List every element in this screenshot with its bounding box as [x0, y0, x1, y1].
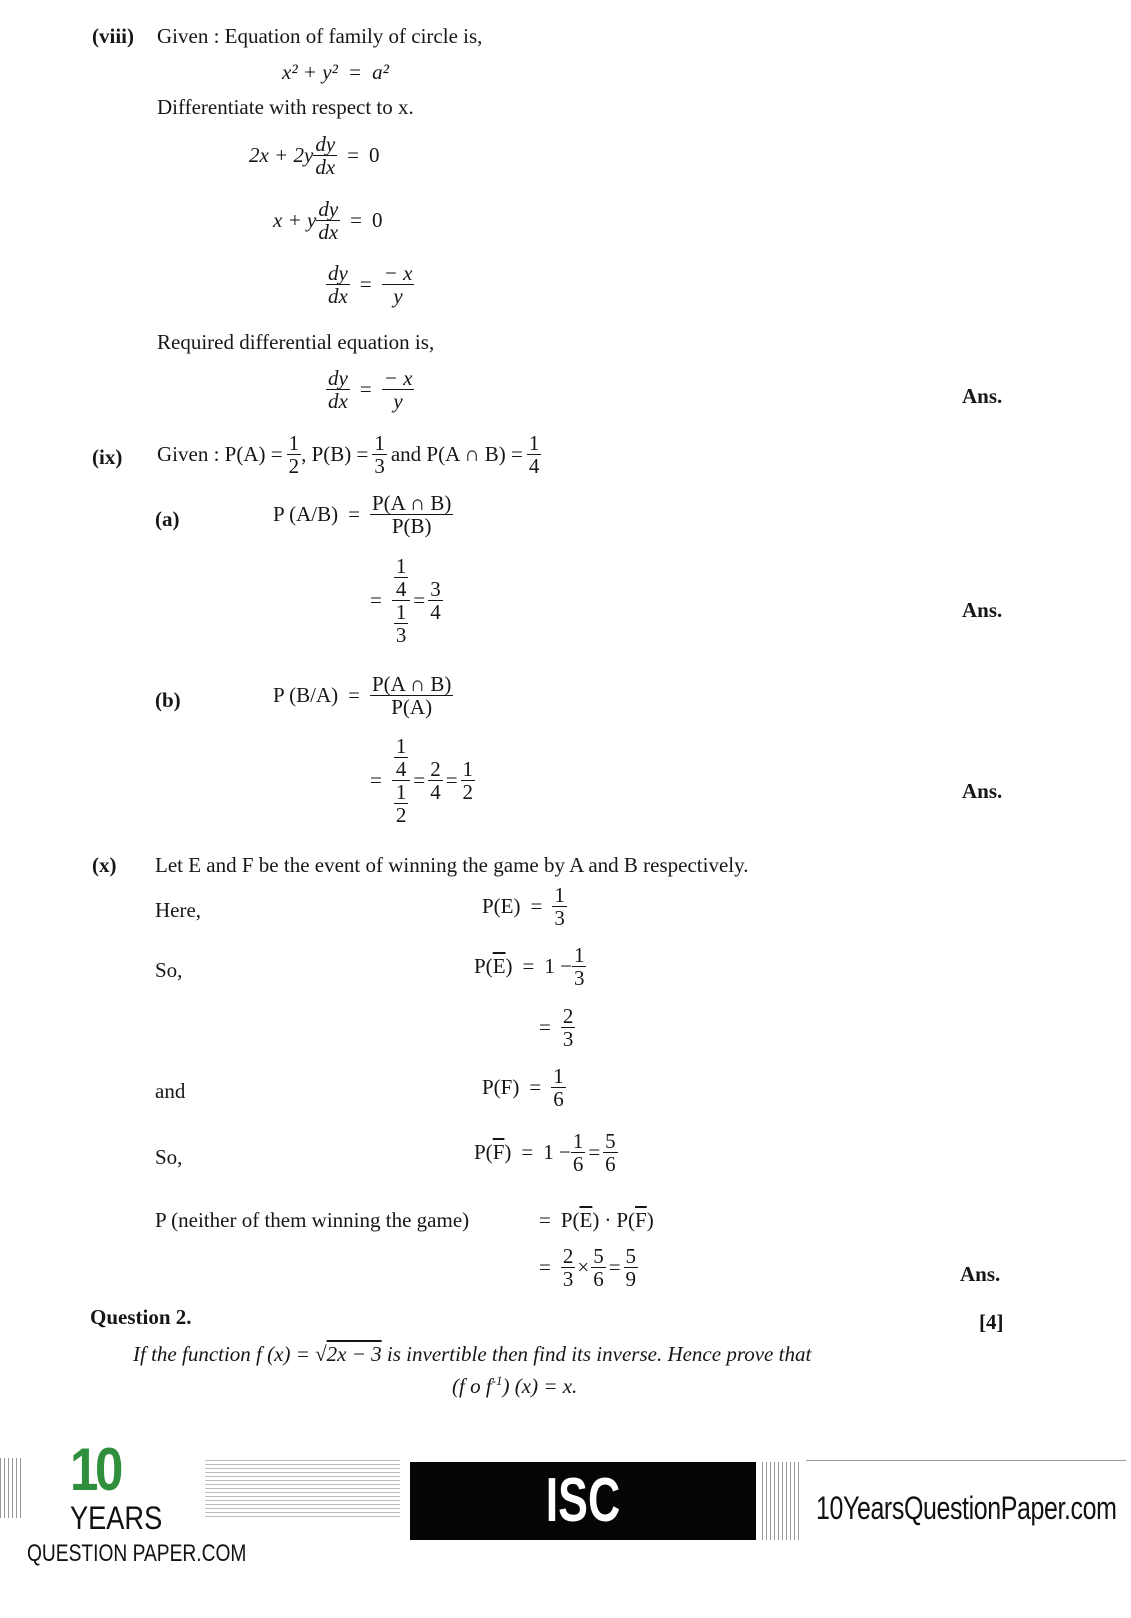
viii-step3: $\frac{dy}{dx}$ = $\frac{- x}{y}$	[328, 261, 413, 309]
dy: dy	[318, 197, 339, 221]
x-so: So,	[155, 958, 183, 982]
y: y	[393, 389, 403, 414]
logo-number: 10	[70, 1436, 120, 1503]
viii-step2: x + y $\frac{dy}{dx}$ = 0	[273, 197, 383, 245]
ix-given-prefix: Given : P(A) =	[157, 442, 283, 467]
dx: dx	[315, 155, 336, 180]
footer-left-bars	[0, 1458, 22, 1518]
viii-step2-lhs: x + y	[273, 208, 317, 233]
part-label-viii: (viii)	[92, 24, 134, 48]
dx: dx	[328, 284, 348, 309]
question-2-marks: [4]	[979, 1310, 1004, 1334]
viii-step1-lhs: 2x + 2y	[249, 143, 314, 168]
x-neither: P (neither of them winning the game)	[155, 1208, 470, 1232]
dy: dy	[315, 132, 336, 156]
zero: 0	[371, 208, 383, 233]
viii-required: Required differential equation is,	[157, 330, 435, 354]
logo-years: YEARS	[70, 1500, 163, 1536]
ix-and-pab: and P(A ∩ B) =	[390, 442, 523, 467]
viii-diff-text: Differentiate with respect to x.	[157, 95, 414, 119]
dy: dy	[328, 261, 348, 285]
dx: dx	[328, 389, 348, 414]
zero: 0	[368, 143, 380, 168]
ix-b-lhs: P (B/A)	[273, 683, 339, 708]
footer-stripes-left	[205, 1460, 400, 1520]
viii-circle-eq: x² + y² = a²	[282, 60, 389, 84]
x-neither-eq: = P( $\overline{E}$ ) · P( $\overline{F}$ )	[539, 1208, 654, 1232]
viii-eq-lhs: x² + y²	[282, 60, 338, 84]
ix-a-result: = $\frac{\frac{1}{4}}{\frac{1}{3}}$ = $\frac{3}{4}$	[370, 554, 441, 648]
board-banner	[410, 1462, 756, 1613]
dy: dy	[328, 366, 348, 390]
ans-label: Ans.	[960, 1262, 1001, 1286]
minus-x: − x	[383, 261, 413, 285]
ix-a-eq: P (A/B) = $\frac{P(A \cap B)}{P(B)}$	[273, 491, 452, 539]
sub-label-b: (b)	[155, 688, 181, 712]
ix-b-eq: P (B/A) = $\frac{P(A \cap B)}{P(A)}$	[273, 672, 452, 720]
ans-label: Ans.	[962, 598, 1003, 622]
ix-a-lhs: P (A/B)	[273, 502, 339, 527]
sub-label-a: (a)	[155, 507, 180, 531]
website-label: 10YearsQuestionPaper.com	[816, 1490, 1117, 1526]
minus-x: − x	[383, 366, 413, 390]
footer-banner	[0, 1436, 1131, 1613]
y: y	[393, 284, 403, 309]
x-pfbar-eq: P( $\overline{F}$ ) = 1 − $\frac{1}{6}$ = $\frac{5}{6}$	[474, 1129, 616, 1177]
x-pebar-eq: P( $\overline{E}$ ) = 1 − $\frac{1}{3}$	[474, 943, 585, 991]
x-intro: Let E and F be the event of winning the game by A and B respectively.	[155, 853, 749, 877]
logo-site: QUESTION PAPER.COM	[27, 1540, 247, 1567]
footer-stripes-mid	[762, 1462, 800, 1540]
ans-label: Ans.	[962, 779, 1003, 803]
viii-final-eq: $\frac{dy}{dx}$ = $\frac{- x}{y}$	[328, 366, 413, 414]
ans-label: Ans.	[962, 384, 1003, 408]
viii-intro: Given : Equation of family of circle is,	[157, 24, 483, 48]
viii-step1: 2x + 2y $\frac{dy}{dx}$ = 0	[249, 132, 380, 180]
ix-given: Given : P(A) = $\frac{1}{2}$ , P(B) = $\frac{1}{3}$ and P(A ∩ B) = $\frac{1}{4}$	[157, 431, 540, 479]
x-and: and	[155, 1079, 186, 1103]
dx: dx	[318, 220, 339, 245]
part-label-ix: (ix)	[92, 445, 123, 469]
x-pf-eq: P(F) = $\frac{1}{6}$	[482, 1064, 564, 1112]
ix-b-result: = $\frac{\frac{1}{4}}{\frac{1}{2}}$ = $\frac{2}{4}$ = $\frac{1}{2}$	[370, 734, 474, 828]
x-final-eq: = $\frac{2}{3}$ × $\frac{5}{6}$ = $\frac{5}{9}$	[539, 1244, 637, 1292]
part-label-x: (x)	[92, 853, 117, 877]
x-pebar-result: = $\frac{2}{3}$	[539, 1004, 574, 1052]
board-title: ISC BOARD XII	[467, 1466, 699, 1613]
x-here: Here,	[155, 898, 202, 922]
x-so-2: So,	[155, 1145, 183, 1169]
radicand: 2x − 3	[326, 1342, 382, 1366]
question-2-line1: If the function f (x) = √2x − 3 is invertible then find its inverse. Hence prove that	[133, 1342, 812, 1366]
footer-rule	[806, 1460, 1126, 1461]
question-2-title: Question 2.	[90, 1305, 192, 1329]
ix-pb: , P(B) =	[301, 442, 369, 467]
question-2-line2: (f o $f^{-1}$) (x) = x.	[452, 1373, 578, 1398]
viii-eq-rhs: a²	[372, 60, 389, 84]
x-pe-eq: P(E) = $\frac{1}{3}$	[482, 883, 565, 931]
